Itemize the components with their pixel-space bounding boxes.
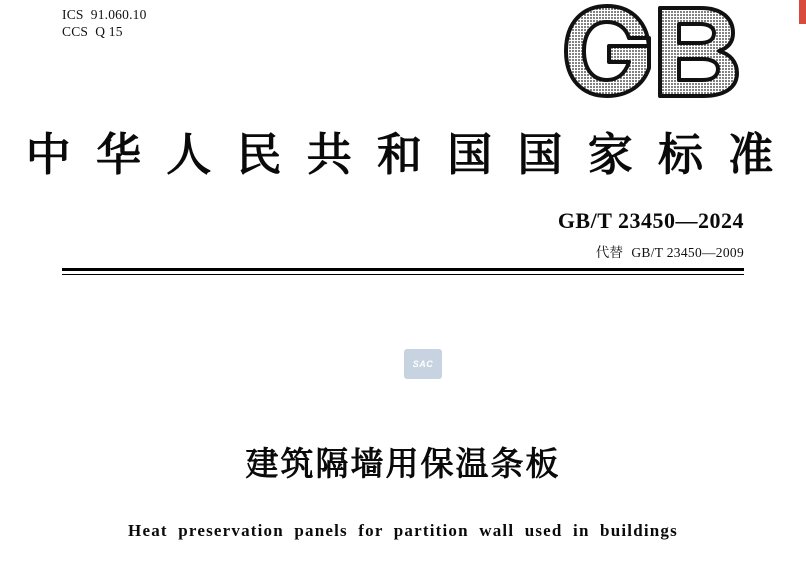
page-title: 中 华 人 民 共 和 国 国 家 标 准 xyxy=(25,130,781,180)
sac-logo-text: SAC xyxy=(412,359,434,369)
gb-emblem xyxy=(563,2,747,100)
standard-number-block xyxy=(558,208,744,261)
classification-block xyxy=(62,6,147,40)
replaces-number: GB/T 23450—2009 xyxy=(631,245,744,260)
document-title-en: Heat preservation panels for partition wall used in buildings xyxy=(128,521,678,540)
standard-number: GB/T 23450—2024 xyxy=(557,208,744,233)
divider-thin xyxy=(62,274,744,275)
replaces-line xyxy=(558,241,744,261)
document-title-cn: 建筑隔墙用保温条板 xyxy=(245,447,561,483)
ics-line: ICS 91.060.10 xyxy=(62,7,147,22)
replaces-label: 代替 xyxy=(595,245,624,260)
divider-thick xyxy=(62,268,744,271)
page-edge-marker xyxy=(799,0,806,24)
ccs-line: CCS Q 15 xyxy=(62,24,123,39)
sac-logo xyxy=(404,349,442,379)
